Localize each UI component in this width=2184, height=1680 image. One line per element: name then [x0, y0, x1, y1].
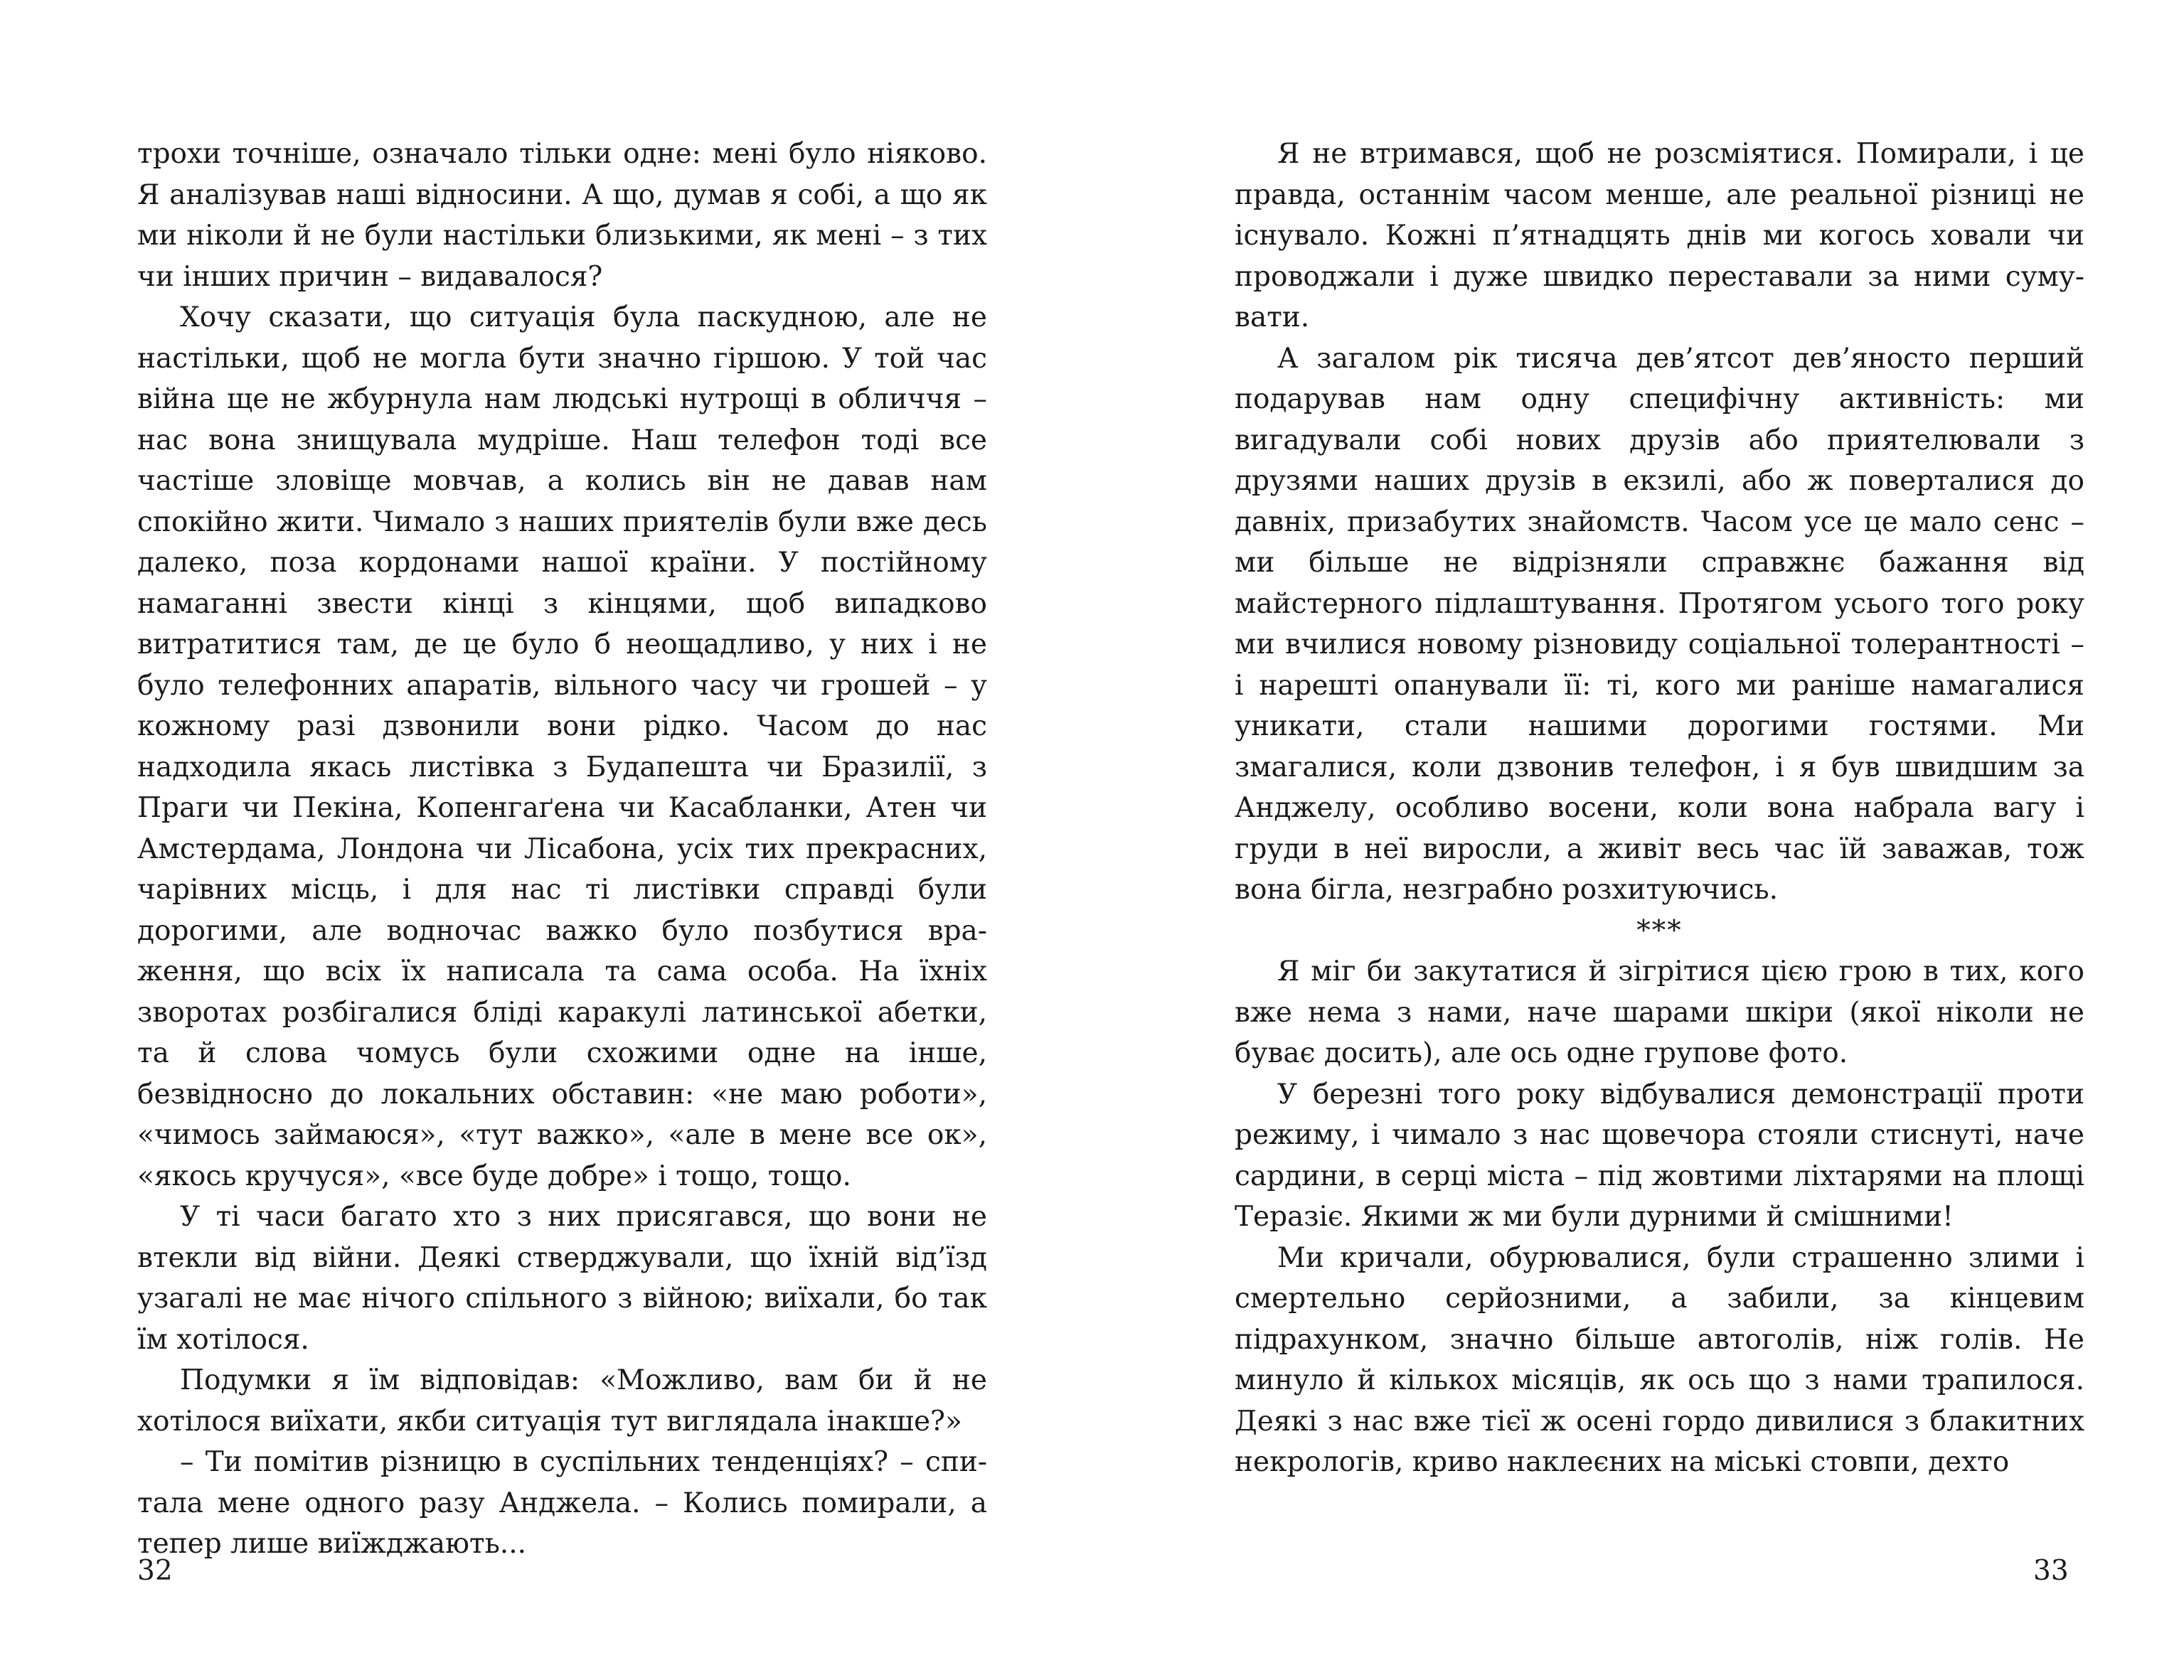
paragraph: Хочу сказати, що ситуація була паскудною, але не настільки, щоб не могла бути значно гіршою. У той час війна ще не жбурнула нам людські нутрощі в обличчя – нас вона знищувала мудріше. Наш телефон тоді все частіше зловіще мовчав, а колись він не давав нам спокійно жити. Чимало з наших приятелів були вже десь далеко, поза кордонами нашої країни. У постійному намаганні звести кінці з кінцями, щоб випадково витратитися там, де це було б неощадливо, у них і не було телефонних апаратів, вільного часу чи грошей – у кожному разі дзвонили вони рідко. Часом до нас надходила якась листівка з Будапешта чи Бразилії, з Праги чи Пекіна, Копенгаґена чи Касабланки, Атен чи Амстердама, Лондона чи Лісабона, усіх тих прекрасних, чарівних місць, і для нас ті листівки справді були дорогими, але водночас важко було позбутися враження, що всіх їх написала та сама особа. На їхніх зворотах розбігалися бліді каракулі латинської абетки, та й слова чомусь були схожими одне на інше, безвідносно до локальних обставин: «не маю роботи», «чимось займаюся», «тут важко», «але в мене все ок», «якось кручуся», «все буде добре» і тощо, тощо. [137, 301, 987, 1192]
paragraph: У березні того року відбувалися демонстрації проти режиму, і чимало з нас щовечора стояли стиснуті, наче сардини, в серці міста – під жовтими ліхтарями на площі Теразіє. Якими ж ми були дурними й смішними! [1235, 1078, 2084, 1233]
paragraph: Ми кричали, обурювалися, були страшенно злими і смертельно серйозними, а забили, за кінцевим підрахунком, значно більше автоголів, ніж голів. Не минуло й кількох місяців, як ось що з нами трапилося. Деякі з нас вже тієї ж осені гордо дивилися з блакитних некрологів, криво наклеєних на міські стовпи, дехто [1235, 1241, 2084, 1478]
paragraph: трохи точніше, означало тільки одне: мені було ніяково. Я аналізував наші відносини. А що, думав я собі, а що як ми ніколи й не були настільки близькими, як мені – з тих чи інших причин – видавалося? [137, 138, 987, 293]
section-separator: *** [1636, 914, 1683, 947]
paragraph: – Ти помітив різницю в суспільних тенденціях? – спитала мене одного разу Анджела. – Колись помирали, а тепер лише виїжджають... [137, 1446, 987, 1560]
paragraph: У ті часи багато хто з них присягався, що вони не втекли від війни. Деякі стверджували, що їхній від’їзд узагалі не має нічого спільного з війною; виїхали, бо так їм хотілося. [137, 1201, 987, 1356]
paragraph: Я не втримався, щоб не розсміятися. Помирали, і це правда, останнім часом менше, але реальної різниці не існувало. Кожні п’ятнадцять днів ми когось ховали чи проводжали і дуже швидко переставали за ними сумувати. [1235, 138, 2084, 333]
page-number: 32 [137, 1555, 173, 1587]
left-page-text [137, 134, 987, 1565]
paragraph: Подумки я їм відповідав: «Можливо, вам би й не хотілося виїхати, якби ситуація тут виглядала інакше?» [137, 1364, 987, 1438]
right-page-text [1235, 134, 2084, 1483]
paragraph: А загалом рік тисяча дев’ятсот дев’яносто перший подарував нам одну специфічну активність: ми вигадували собі нових друзів або приятелювали з друзями наших друзів в екзилі, або ж поверталися до давніх, призабутих знайомств. Часом усе це мало сенс – ми більше не відрізняли справжнє бажання від майстерного підлаштування. Протягом усього того року ми вчилися новому різновиду соціальної толерантності – і нарешті опанували її: ті, кого ми раніше намагалися уникати, стали нашими дорогими гостями. Ми змагалися, коли дзвонив телефон, і я був швидшим за Анджелу, особливо восени, коли вона набрала вагу і груди в неї виросли, а живіт весь час їй заважав, тож вона бігла, незграбно розхитуючись. [1235, 342, 2084, 906]
page-number: 33 [2033, 1555, 2069, 1587]
paragraph: Я міг би закутатися й зігрітися цією грою в тих, кого вже нема з нами, наче шарами шкіри (якої ніколи не буває досить), але ось одне групове фото. [1235, 956, 2084, 1069]
right-page [1092, 0, 2184, 1680]
